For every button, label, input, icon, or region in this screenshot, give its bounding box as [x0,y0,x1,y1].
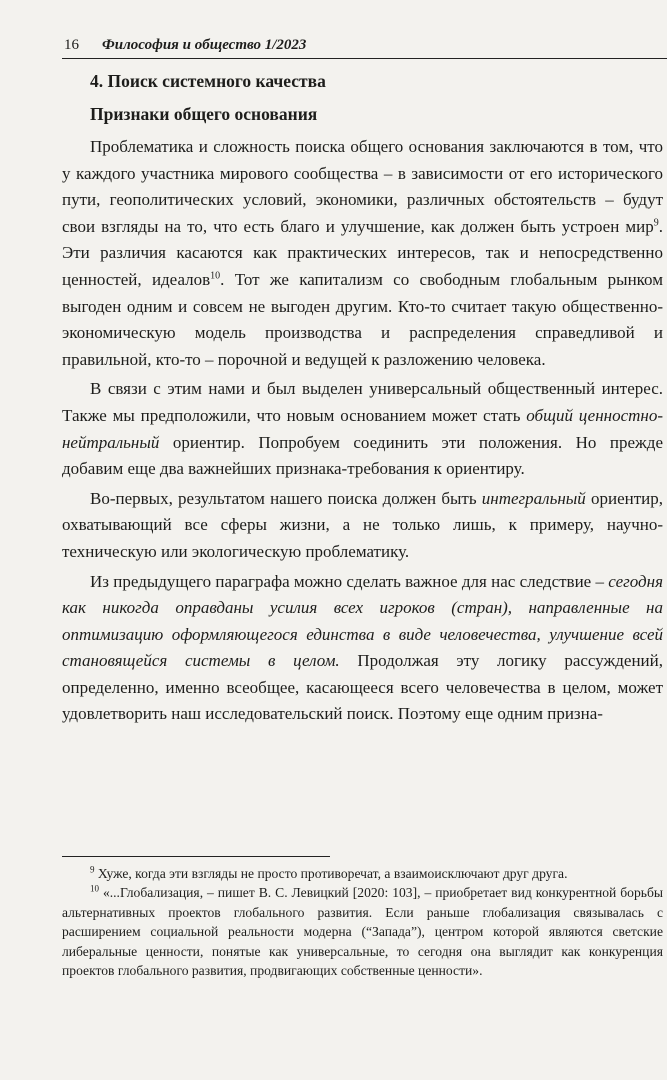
paragraph-text: Во-первых, результатом нашего поиска должен быть [90,488,482,508]
header-rule [62,58,667,59]
paragraph-1 [62,134,663,373]
paragraph-text: . Тот же капитализм со свободным глобальным рынком выгоден одним и совсем не выгоден другим. Кто-то считает такую общественно-экономическую модель производства и распределения справедливой и правильной, кто-то – порочной и ведущей к разложению человека. [62,269,663,369]
paragraph-text: Продолжая эту логику рассуждений, определенно, именно всеобщее, касающееся всего человечества в целом, может удовлетворить наш исследовательский поиск. Поэтому еще одним призна- [62,651,663,724]
italic-emphasis: общий ценностно-нейтральный [62,405,663,452]
paragraph-text: ориентир, охватывающий все сферы жизни, а не только лишь, к примеру, научно-техническую или экологическую проблематику. [62,488,663,561]
paragraph-text: . Эти различия касаются как практических интересов, так и непосредственно ценностей, идеалов [62,216,663,289]
footnote-10 [62,883,663,980]
sub-heading: Признаки общего основания [90,104,318,124]
paragraph-3 [62,486,663,566]
body-text [62,134,663,728]
section-heading: 4. Поиск системного качества [90,71,326,91]
paragraph-text: Из предыдущего параграфа можно сделать важное для нас следствие – [90,571,609,591]
footnote-number: 9 [90,864,95,875]
journal-title: Философия и общество 1/2023 [102,37,307,53]
paragraph-4 [62,569,663,729]
page-number: 16 [64,37,79,53]
footnote-ref-9[interactable]: 9 [653,217,659,229]
italic-emphasis: сегодня как никогда оправданы усилия всех игроков (стран), направленные на оптимизацию оформляющегося единства в виде человечества, улучшение всей становящейся системы в целом. [62,571,663,671]
footnote-number: 10 [90,883,99,894]
paragraph-text: В связи с этим нами и был выделен универсальный общественный интерес. Также мы предположили, что новым основанием может стать [62,379,663,425]
footnote-ref-10[interactable]: 10 [210,270,221,282]
paragraph-text: ориентир. Попробуем соединить эти положения. Но прежде добавим еще два важнейших признака-требования к ориентиру. [62,432,663,479]
footnote-9 [62,864,663,883]
footnote-text: Хуже, когда эти взгляды не просто противоречат, а взаимоисключают друг друга. [94,866,568,881]
paragraph-text: Проблематика и сложность поиска общего основания заключаются в том, что у каждого участника мирового сообщества – в зависимости от его исторического пути, геополитических условий, экономики, различных обстоятельств – будут свои взгляды на то, что есть благо и улучшение, как должен быть устроен мир [62,137,663,236]
footnote-rule [62,856,330,857]
footnote-text: «...Глобализация, – пишет В. С. Левицкий [2020: 103], – приобретает вид конкурентной борьбы альтернативных проектов глобального развития. Если раньше глобализация связывалась с расширением социальной реальности модерна (“Запада”), центром которой являются светские либеральные ценности, понятые как универсальные, то сегодня она выглядит как конкуренция проектов глобального развития, продвигающих собственные ценности». [62,885,663,979]
running-header [64,36,664,54]
paragraph-2 [62,376,663,482]
footnotes [62,864,663,980]
italic-emphasis: интегральный [481,488,586,508]
